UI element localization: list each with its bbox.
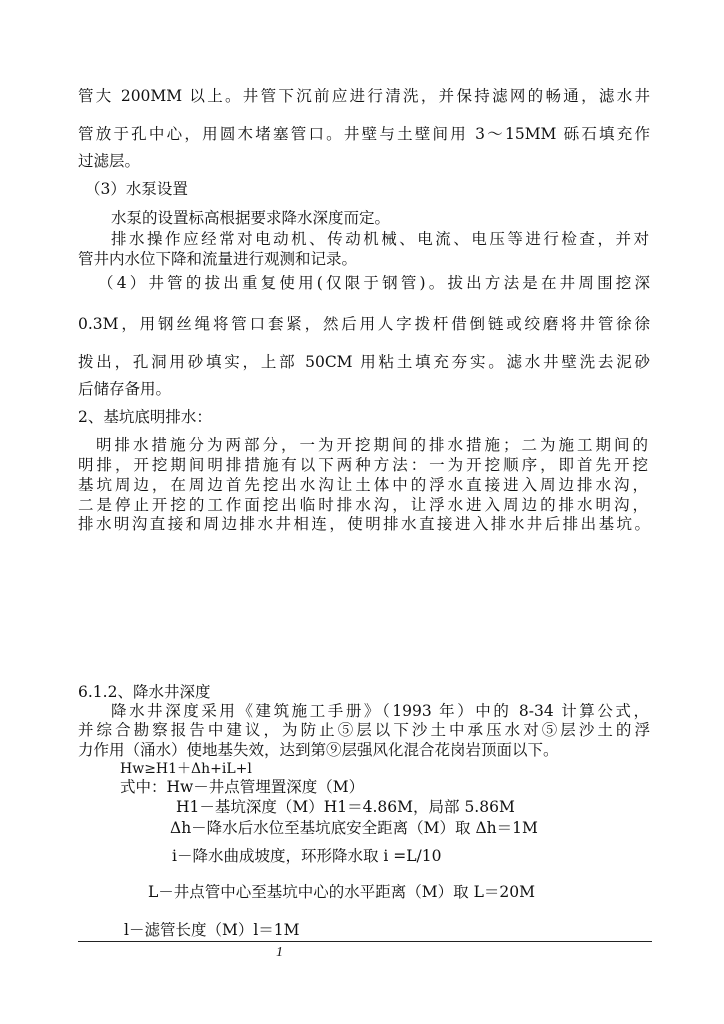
body-line: 明排水措施分为两部分，一为开挖期间的排水措施；二为施工期间的: [96, 436, 648, 454]
body-line: 并综合勘察报告中建议，为防止⑤层以下沙土中承压水对⑤层沙土的浮: [78, 721, 650, 739]
body-line: 明排，开挖期间明排措施有以下两种方法：一为开挖顺序，即首先开挖: [78, 456, 648, 474]
footer-rule: [78, 941, 652, 942]
body-line: 排水操作应经常对电动机、传动机械、电流、电压等进行检查，并对: [111, 230, 649, 248]
body-line: 排水明沟直接和周边排水井相连，使明排水直接进入排水井后排出基坑。: [78, 515, 650, 533]
formula-definition: i－降水曲成坡度，环形降水取 i =L/10: [172, 847, 442, 865]
formula-line: Hw≥H1＋Δh+iL+l: [120, 761, 252, 777]
section-heading: （3）水泵设置: [85, 180, 188, 198]
body-line: （4）井管的拔出重复使用(仅限于钢管)。拔出方法是在井周围挖深: [98, 274, 650, 292]
body-line: 力作用（涌水）使地基失效，达到第⑨层强风化混合花岗岩顶面以下。: [78, 741, 559, 759]
formula-definition: H1－基坑深度（M）H1＝4.86M，局部 5.86M: [176, 798, 515, 816]
body-line: 管大 200MM 以上。井管下沉前应进行清洗，并保持滤网的畅通，滤水井: [78, 87, 650, 105]
formula-definition: L－井点管中心至基坑中心的水平距离（M）取 L＝20M: [148, 883, 535, 901]
body-line: 拨出，孔洞用砂填实，上部 50CM 用粘土填充夯实。滤水井壁洗去泥砂: [78, 353, 650, 371]
body-line: 管放于孔中心，用圆木堵塞管口。井壁与土壁间用 3～15MM 砾石填充作: [78, 125, 650, 143]
body-line: 水泵的设置标高根据要求降水深度而定。: [111, 209, 391, 227]
body-line: 后储存备用。: [78, 380, 172, 398]
formula-definition: l－滤管长度（M）l＝1M: [124, 921, 300, 939]
body-line: 降水井深度采用《建筑施工手册》（1993 年）中的 8-34 计算公式，: [111, 702, 649, 720]
page-number: 1: [276, 945, 283, 960]
formula-definition: Δh－降水后水位至基坑底安全距离（M）取 Δh＝1M: [170, 819, 538, 837]
body-line: 二是停止开挖的工作面挖出临时排水沟，让浮水进入周边的排水明沟，: [78, 496, 648, 514]
body-line: 基坑周边，在周边首先挖出水沟让土体中的浮水直接进入周边排水沟，: [78, 476, 648, 494]
section-heading: 2、基坑底明排水：: [78, 408, 212, 426]
section-heading: 6.1.2、降水井深度: [78, 683, 211, 701]
body-line: 管井内水位下降和流量进行观测和记录。: [78, 250, 358, 268]
body-line: 过滤层。: [78, 152, 141, 170]
formula-definition: 式中：Hw－井点管埋置深度（M）: [120, 778, 365, 796]
body-line: 0.3M，用钢丝绳将管口套紧，然后用人字拨杆借倒链或绞磨将井管徐徐: [78, 315, 650, 333]
